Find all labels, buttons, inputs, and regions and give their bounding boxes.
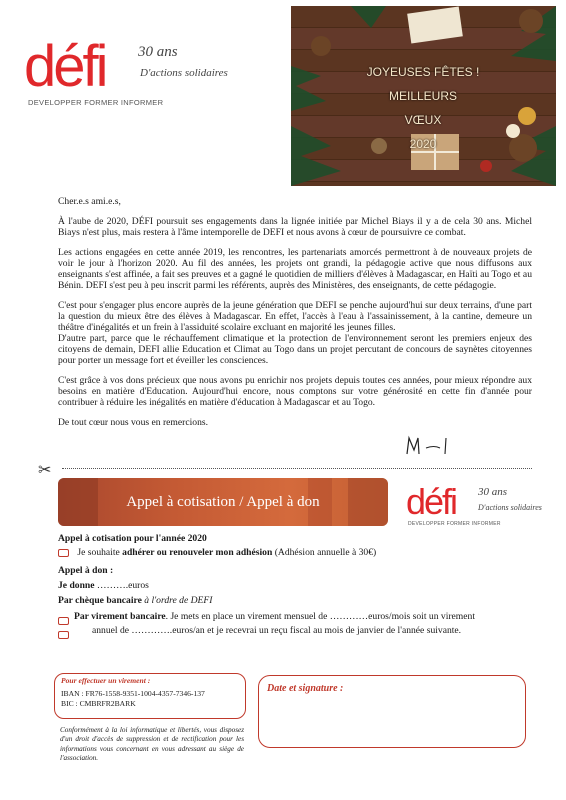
virement-checkbox[interactable] [58,631,69,639]
cut-line-divider [62,468,532,469]
letter-paragraph-5: C'est grâce à vos dons précieux que nous avons pu enrichir nos projets depuis toutes ces années, pour mieux répondre aux besoins en matière d'Education. Aujourd'hui encore, nous comptons sur votre générosité en cette fin d'année pour contribuer à réduire les inégalités en matière d'éducation à Madagascar et au Togo. [58,375,532,408]
donne-amount-field[interactable]: ……….euros [94,580,149,591]
defi-logo-small [406,481,556,528]
bank-details-box [54,673,246,719]
greeting-card-text [353,60,493,156]
adhesion-bold: adhérer ou renouveler mon adhésion [122,547,273,558]
bic-text: BIC : CMBRFR2BARK [61,699,136,708]
letter-paragraph-4: D'autre part, parce que le réchauffement climatique et la protection de l'environnement seront les premiers enjeux des citoyens de demain, DEFI allie Education et Climat au Togo dans un projet percutant de concours de saynètes citoyennes pour porter un message fort et éveiller les consciences. [58,333,532,366]
bank-box-title: Pour effectuer un virement : [61,676,151,685]
donation-banner [58,478,388,526]
cheque-label: Par chèque bancaire [58,595,142,606]
cotisation-section-title: Appel à cotisation pour l'année 2020 [58,533,207,544]
cheque-order: à l'ordre de DEFI [141,595,213,606]
card-line-4: 2020 [409,137,437,151]
virement-line-1: . Je mets en place un virement mensuel de …………euros/mois soit un virement [165,611,475,622]
greeting-card-image [291,6,556,186]
letter-paragraph-3: C'est pour s'engager plus encore auprès de la jeune génération que DEFI se penche aujourd'hui sur deux terrains, d'une part la question du mieux être des élèves à Madagascar. En effet, l'accès à l'eau à l'assainissement, à la cantine, demeure un théâtre d'inégalités et un frein à l'assiduité scolaire excluant en majorité les jeunes filles. [58,300,532,333]
adhesion-checkbox[interactable] [58,549,69,557]
letter-paragraph-1: À l'aube de 2020, DÉFI poursuit ses engagements dans la lignée initiée par Michel Biays il y a de cela 30 ans. Michel Biays n'est plus, mais restera à l'âme intemporelle de DEFI et nous avons à cœur de poursuivre ce combat. [58,216,532,238]
logo-subtitle-small: D'actions solidaires [478,503,542,512]
iban-text: IBAN : FR76-1558-9351-1004-4357-7346-137 [61,689,205,698]
donne-label: Je donne [58,580,95,591]
scissors-icon: ✂ [38,462,52,479]
salutation: Cher.e.s ami.e.s, [58,196,121,207]
legal-notice: Conformément à la loi informatique et libertés, vous disposez d'un droit d'accès de suppression et de rectification pour les informations vous concernant en vous adressant au siège de l'association. [60,726,244,763]
adhesion-prefix: Je souhaite [77,547,123,558]
adhesion-row [58,547,376,559]
donne-row [58,580,149,592]
defi-logo [24,34,264,108]
logo-wordmark: défi [24,34,106,99]
virement-label: Par virement bancaire [74,611,166,622]
card-line-3: VŒUX [404,113,442,127]
adhesion-suffix: (Adhésion annuelle à 30€) [272,547,377,558]
signature-box-title: Date et signature : [267,683,344,694]
letter-closing: De tout cœur nous vous en remercions. [58,417,209,428]
cheque-checkbox[interactable] [58,617,69,625]
logo-years-small: 30 ans [478,486,508,498]
card-line-2: MEILLEURS [388,89,458,103]
logo-tagline-small: DEVELOPPER FORMER INFORMER [408,521,501,527]
handwritten-signature [404,434,454,458]
virement-line-2: annuel de ………….euros/an et je recevrai un reçu fiscal au mois de janvier de l'année suivante. [92,625,462,636]
banner-title: Appel à cotisation / Appel à don [126,494,320,510]
logo-years: 30 ans [138,44,178,60]
logo-wordmark-small: défi [406,481,457,522]
don-section-title: Appel à don : [58,565,114,576]
virement-row [58,611,475,637]
letter-paragraph-2: Les actions engagées en cette année 2019, les rencontres, les partenariats amorcés permettront à de nouveaux projets de voir le jour à l'horizon 2020. Au fil des années, les projets ont grandi, la pédagogie active que nous diffusons aux enseignants s'est affinée, a fait ses preuves et a gagné le quotidien de milliers d'élèves à Madagascar, en Haïti au Togo et au Bénin. DEFI s'est peu à peu inscrit parmi les référents, auprès des Ministères, des enseignants, de cette pédagogie. [58,247,532,291]
card-line-1: JOYEUSES FÊTES ! [366,65,480,79]
logo-subtitle: D'actions solidaires [140,67,228,79]
letter-body [58,196,532,437]
logo-tagline: DEVELOPPER FORMER INFORMER [28,98,164,107]
date-signature-box[interactable] [258,675,526,748]
cheque-row [58,595,212,607]
